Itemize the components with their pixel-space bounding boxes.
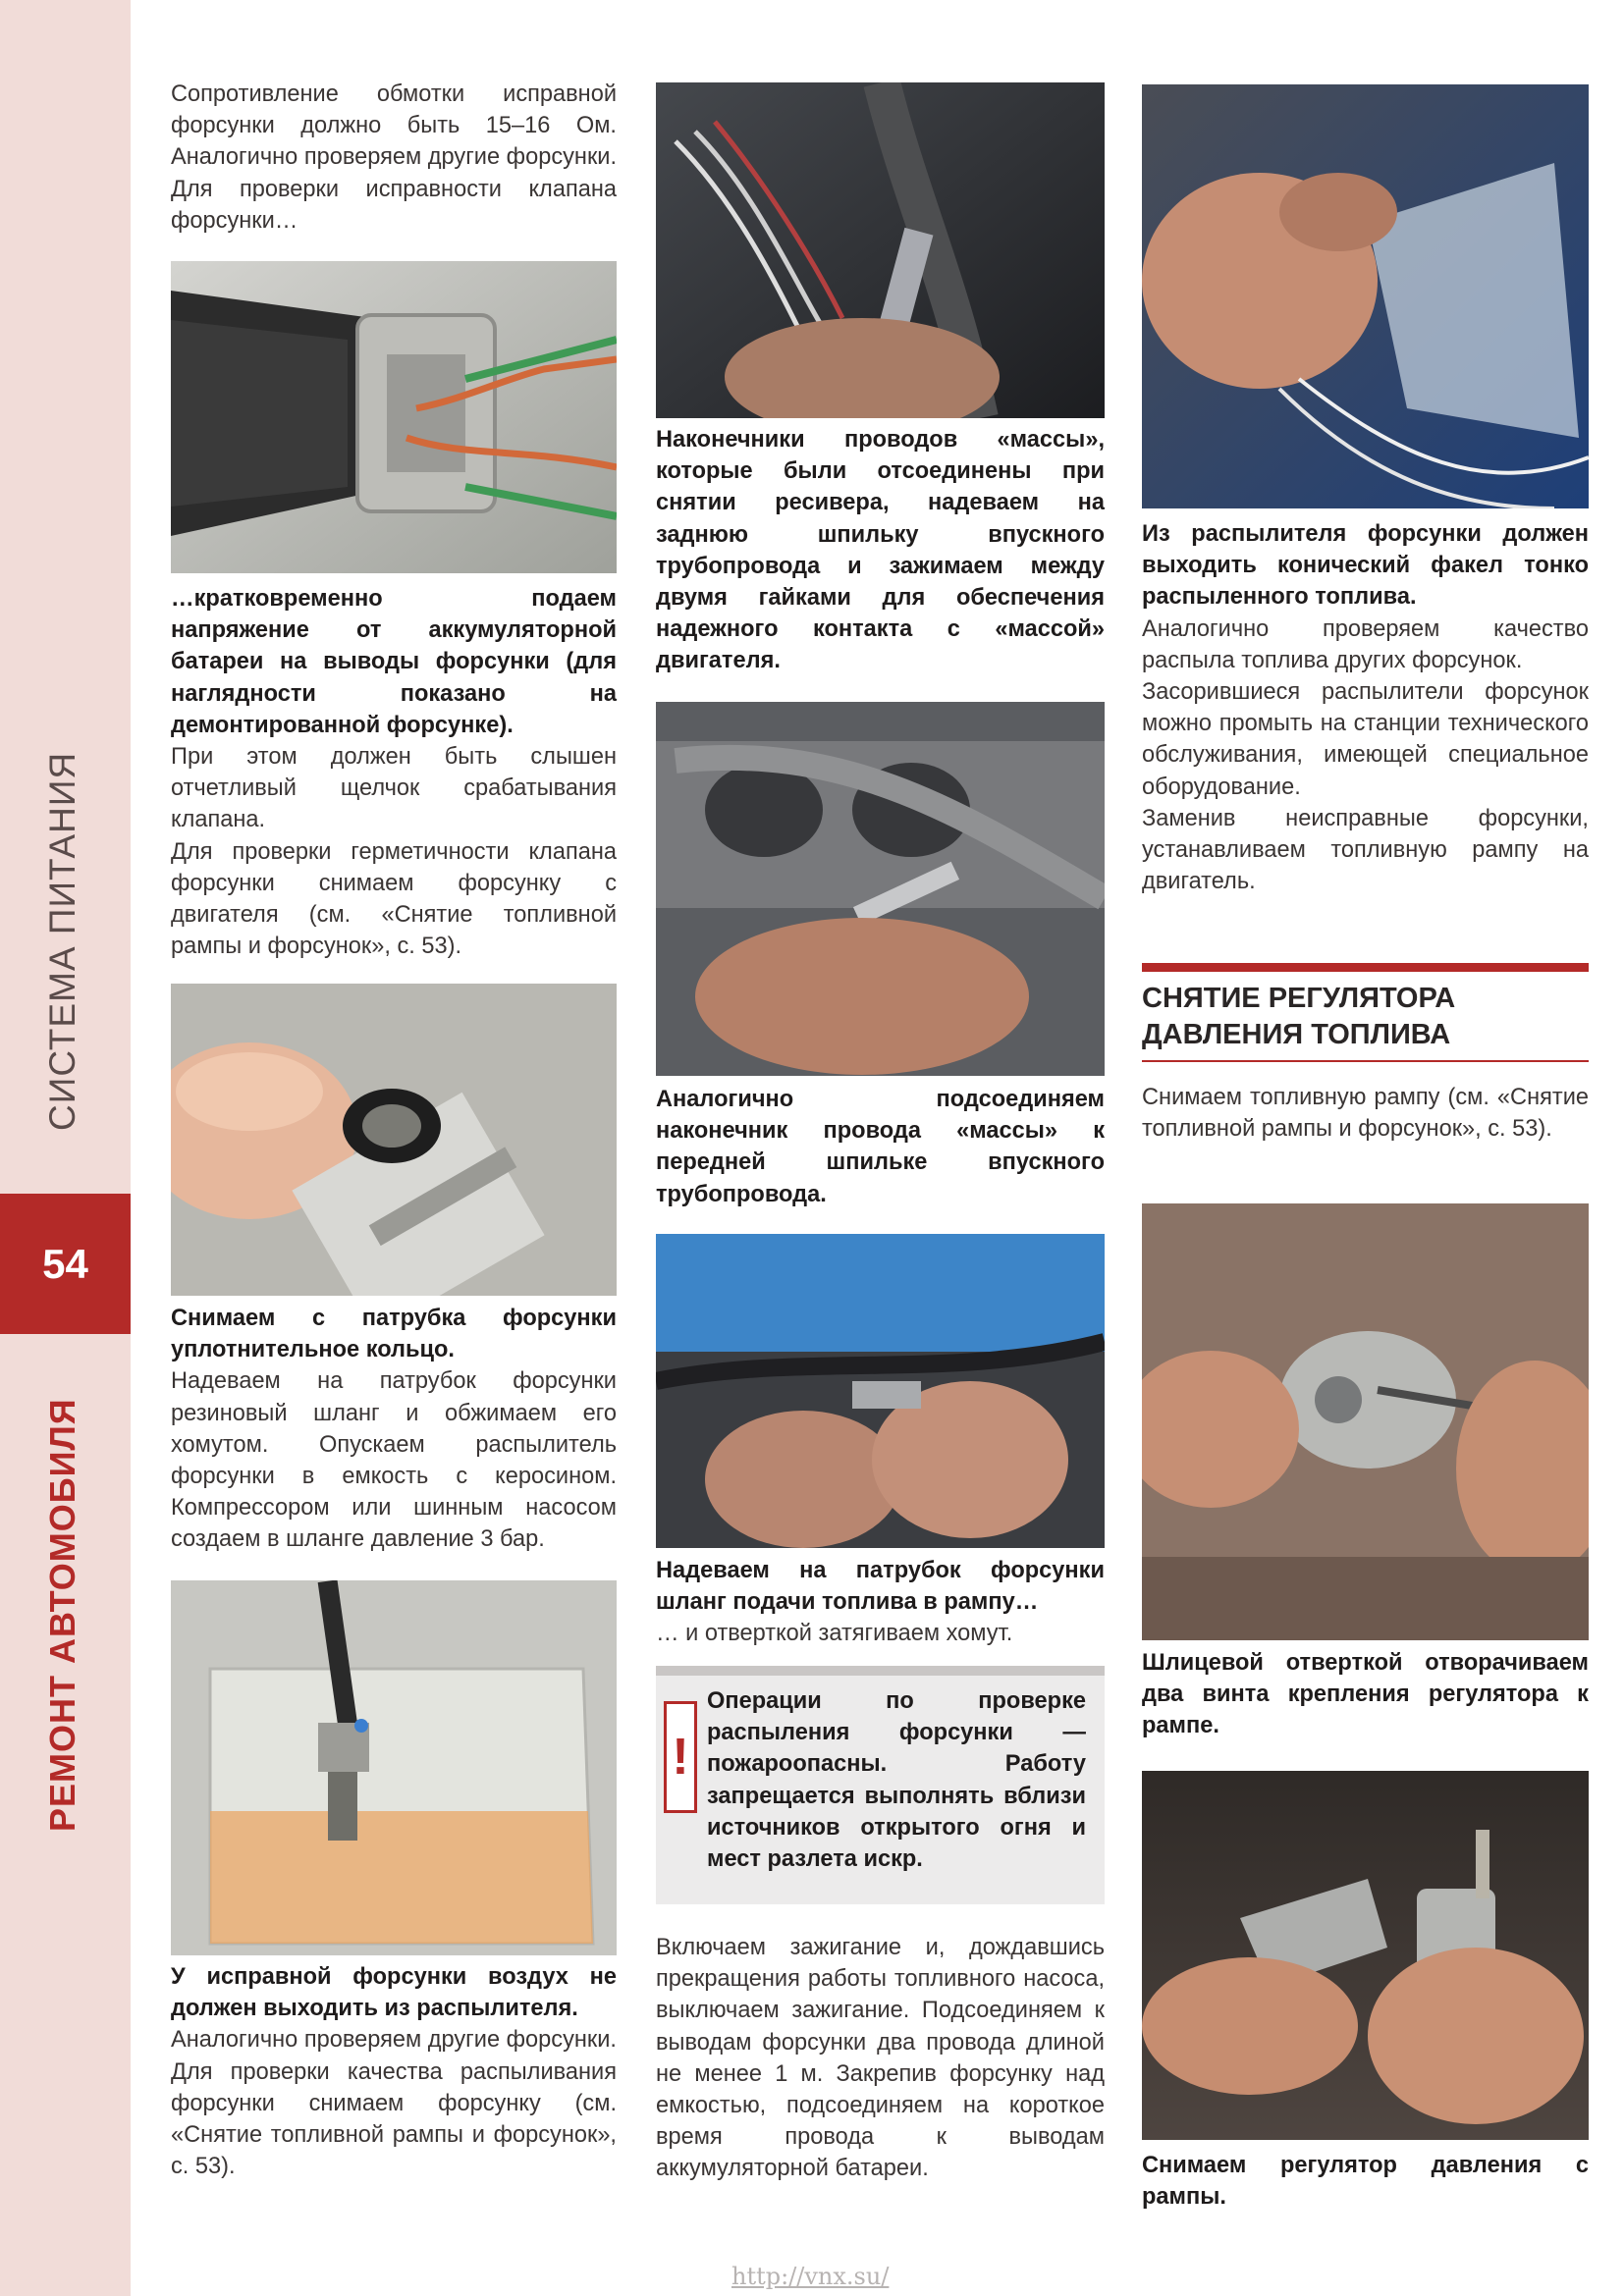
caption-text: Засорившиеся распылители форсунок можно промыть на станции технического обслуживания, имеющей специальное оборудование. bbox=[1142, 679, 1589, 800]
photo-spray-cone bbox=[1142, 84, 1589, 508]
photo-regulator-screws bbox=[1142, 1203, 1589, 1640]
caption-bold: Аналогично подсоединяем наконечник провода «массы» к передней шпильке впускного трубопровода. bbox=[656, 1087, 1105, 1207]
section-title: СИСТЕМА ПИТАНИЯ bbox=[42, 751, 82, 1131]
col1-intro bbox=[171, 79, 617, 237]
body-paragraph: Снимаем топливную рампу (см. «Снятие топливной рампы и форсунок», с. 53). bbox=[1142, 1085, 1589, 1143]
col3-heading-text bbox=[1142, 1082, 1589, 1145]
col3-caption1 bbox=[1142, 518, 1589, 897]
caption-text: Аналогично проверяем другие форсунки. bbox=[171, 2027, 617, 2054]
col1-caption3 bbox=[171, 1961, 617, 2182]
footer-link[interactable]: http://vnx.su/ bbox=[731, 2263, 890, 2290]
caption-text: При этом должен быть слышен отчетливый щелчок срабатывания клапана. bbox=[171, 744, 617, 833]
warning-icon: ! bbox=[664, 1701, 697, 1813]
page-number: 54 bbox=[0, 1194, 131, 1334]
caption-bold: …кратковременно подаем напряжение от аккумуляторной батареи на выводы форсунки (для наглядности показано на демонтированной форсунке). bbox=[171, 586, 617, 738]
col3-caption3 bbox=[1142, 2150, 1589, 2213]
heading-underline bbox=[1142, 1060, 1589, 1062]
photo-injector-connector bbox=[171, 261, 617, 573]
caption-text: Для проверки качества распыливания форсунки снимаем форсунку (см. «Снятие топливной рампы и форсунок», с. 53). bbox=[171, 2058, 617, 2180]
photo-fuel-hose bbox=[656, 1234, 1105, 1548]
body-paragraph: Включаем зажигание и, дождавшись прекращения работы топливного насоса, выключаем зажигание. Подсоединяем к выводам форсунки два провода длиной не менее 1 м. Закрепив форсунку над емкостью, подсоединяем на короткое время провода к выводам аккумуляторной батареи. bbox=[656, 1935, 1105, 2182]
caption-bold: Наконечники проводов «массы», которые были отсоединены при снятии ресивера, надеваем на заднюю шпильку впускного трубопровода и зажимаем между двумя гайками для обеспечения надежного контакта с «массой» двигателя. bbox=[656, 427, 1105, 674]
caption-text: Для проверки герметичности клапана форсунки снимаем форсунку с двигателя (см. «Снятие топливной рампы и форсунок», с. 53). bbox=[171, 838, 617, 960]
col3-caption2 bbox=[1142, 1647, 1589, 1742]
caption-bold: Из распылителя форсунки должен выходить конический факел тонко распыленного топлива. bbox=[1142, 521, 1589, 611]
section-heading: СНЯТИЕ РЕГУЛЯТОРА ДАВЛЕНИЯ ТОПЛИВА bbox=[1142, 983, 1456, 1050]
col2-paragraph bbox=[656, 1932, 1105, 2185]
caption-bold: Снимаем регулятор давления с рампы. bbox=[1142, 2153, 1589, 2211]
caption-text: Аналогично проверяем качество распыла топлива других форсунок. bbox=[1142, 615, 1589, 673]
col2-caption2 bbox=[656, 1084, 1105, 1210]
caption-bold: Снимаем с патрубка форсунки уплотнительное кольцо. bbox=[171, 1306, 617, 1363]
photo-regulator-removed bbox=[1142, 1771, 1589, 2140]
col2-caption1 bbox=[656, 424, 1105, 677]
heading-accent-bar bbox=[1142, 963, 1589, 972]
col1-caption1 bbox=[171, 583, 617, 962]
caption-bold: Надеваем на патрубок форсунки шланг подачи топлива в рампу… bbox=[656, 1558, 1105, 1616]
caption-text: Надеваем на патрубок форсунки резиновый шланг и обжимаем его хомутом. Опускаем распылитель форсунки в емкость с керосином. Компрессором или шинным насосом создаем в шланге давление 3 бар. bbox=[171, 1368, 617, 1553]
caption-bold: Шлицевой отверткой отворачиваем два винта крепления регулятора к рампе. bbox=[1142, 1650, 1589, 1739]
col2-caption3 bbox=[656, 1555, 1105, 1650]
caption-text: … и отверткой затягиваем хомут. bbox=[656, 1621, 1013, 1647]
photo-injector-in-kerosene bbox=[171, 1580, 617, 1955]
photo-ground-wires-rear bbox=[656, 82, 1105, 418]
book-title: РЕМОНТ АВТОМОБИЛЯ bbox=[42, 1398, 82, 1832]
photo-injector-ring bbox=[171, 984, 617, 1296]
photo-ground-wire-front bbox=[656, 702, 1105, 1076]
col1-caption2 bbox=[171, 1303, 617, 1556]
sidebar bbox=[0, 0, 131, 2296]
intro-paragraph: Сопротивление обмотки исправной форсунки должно быть 15–16 Ом. Аналогично проверяем другие форсунки. Для проверки исправности клапана форсунки… bbox=[171, 81, 617, 234]
warning-text: Операции по проверке распыления форсунки — пожароопасны. Работу запрещается выполнять вблизи источников открытого огня и мест разлета искр. bbox=[707, 1688, 1086, 1873]
caption-bold: У исправной форсунки воздух не должен выходить из распылителя. bbox=[171, 1964, 617, 2022]
fire-warning-box bbox=[656, 1666, 1105, 1904]
caption-text: Заменив неисправные форсунки, устанавливаем топливную рампу на двигатель. bbox=[1142, 805, 1589, 895]
